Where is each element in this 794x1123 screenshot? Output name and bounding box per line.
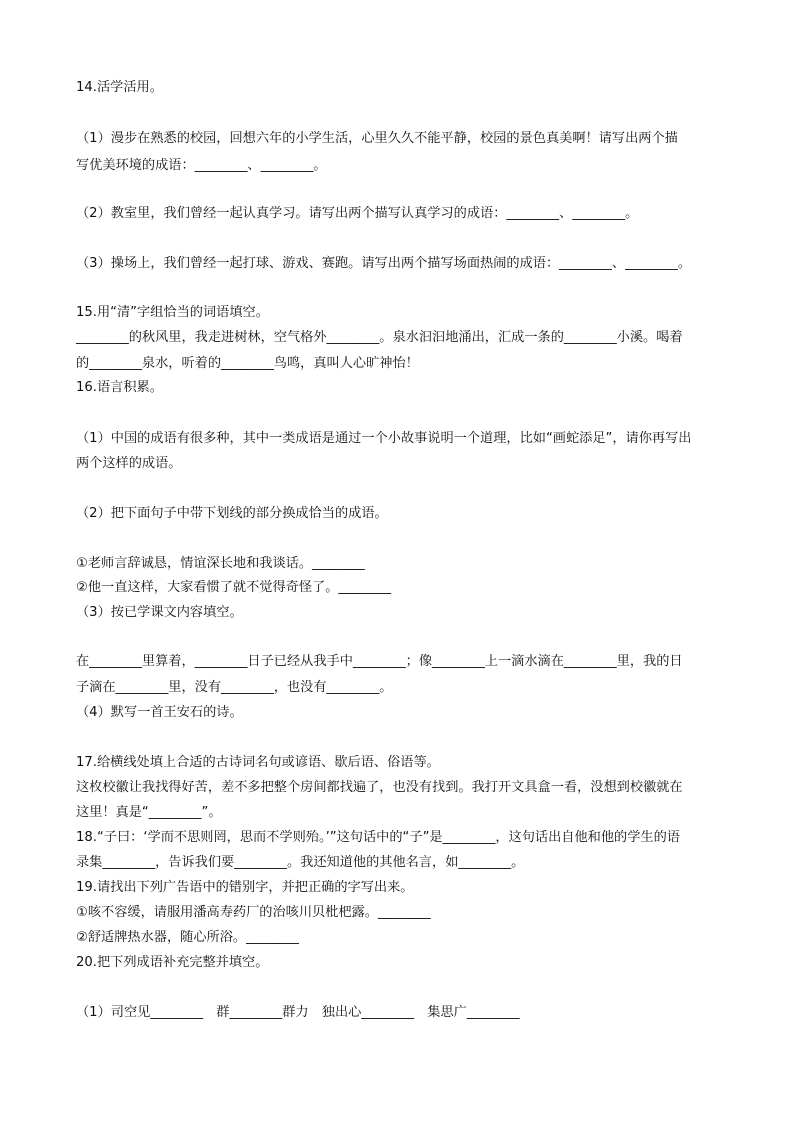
question-18-line2: 录集________，告诉我们要________。我还知道他的其他名言，如________。 (76, 855, 525, 870)
q17-line2: 这里！真是“________”。 (76, 805, 222, 820)
question-16-heading: 16.语言积累。 (76, 380, 163, 395)
question-18-line1: 18.“子曰：‘学而不思则罔，思而不学则殆。’”这句话中的“子”是________，这句话出自他和他的学生的语 (76, 830, 680, 845)
q15-line1: ________的秋风里，我走进树林，空气格外________。泉水汩汩地涌出，汇成一条的________小溪。喝着 (76, 330, 683, 345)
q16-part2-item2: ②他一直这样，大家看惯了就不觉得奇怪了。________ (76, 580, 392, 595)
question-17-heading: 17.给横线处填上合适的古诗词名句或谚语、歇后语、俗语等。 (76, 755, 440, 770)
question-19-heading: 19.请找出下列广告语中的错别字，并把正确的字写出来。 (76, 880, 414, 895)
q19-item2: ②舒适牌热水器，随心所浴。________ (76, 930, 299, 945)
q17-line1: 这枚校徽让我找得好苦，差不多把整个房间都找遍了，也没有找到。我打开文具盒一看，没想到校徽就在 (76, 780, 683, 795)
q16-part1-line2: 两个这样的成语。 (76, 456, 182, 471)
q14-part1-line2: 写优美环境的成语：________、________。 (76, 158, 327, 173)
q16-part2-item1: ①老师言辞诚恳，情谊深长地和我谈话。________ (76, 556, 365, 571)
q16-part3: （3）按已学课文内容填空。 (76, 605, 243, 620)
q16-part3-line1: 在________里算着，________日子已经从我手中________；像________上一滴水滴在________里，我的日 (76, 654, 683, 669)
q15-line2: 的________泉水，听着的________鸟鸣，真叫人心旷神怡！ (76, 356, 419, 371)
q16-part3-line2: 子滴在________里，没有________，也没有________。 (76, 680, 393, 695)
q14-part3: （3）操场上，我们曾经一起打球、游戏、赛跑。请写出两个描写场面热闹的成语：________、________。 (76, 256, 692, 271)
q14-part1-line1: （1）漫步在熟悉的校园，回想六年的小学生活，心里久久不能平静，校园的景色真美啊！请写出两个描 (76, 131, 678, 146)
question-15-heading: 15.用“清”字组恰当的词语填空。 (76, 305, 269, 320)
q14-part2: （2）教室里，我们曾经一起认真学习。请写出两个描写认真学习的成语：________、________。 (76, 206, 639, 221)
q19-item1: ①咳不容缓，请服用潘高寿药厂的治咳川贝枇杷露。________ (76, 905, 431, 920)
q16-part2: （2）把下面句子中带下划线的部分换成恰当的成语。 (76, 506, 388, 521)
q20-part1: （1）司空见________ 群________群力 独出心________ 集思广________ (76, 1005, 520, 1020)
q16-part1-line1: （1）中国的成语有很多种，其中一类成语是通过一个小故事说明一个道理，比如“画蛇添足”，请你再写出 (76, 431, 692, 446)
question-20-heading: 20.把下列成语补充完整并填空。 (76, 955, 269, 970)
q16-part4: （4）默写一首王安石的诗。 (76, 705, 243, 720)
question-14-heading: 14.活学活用。 (76, 80, 163, 95)
